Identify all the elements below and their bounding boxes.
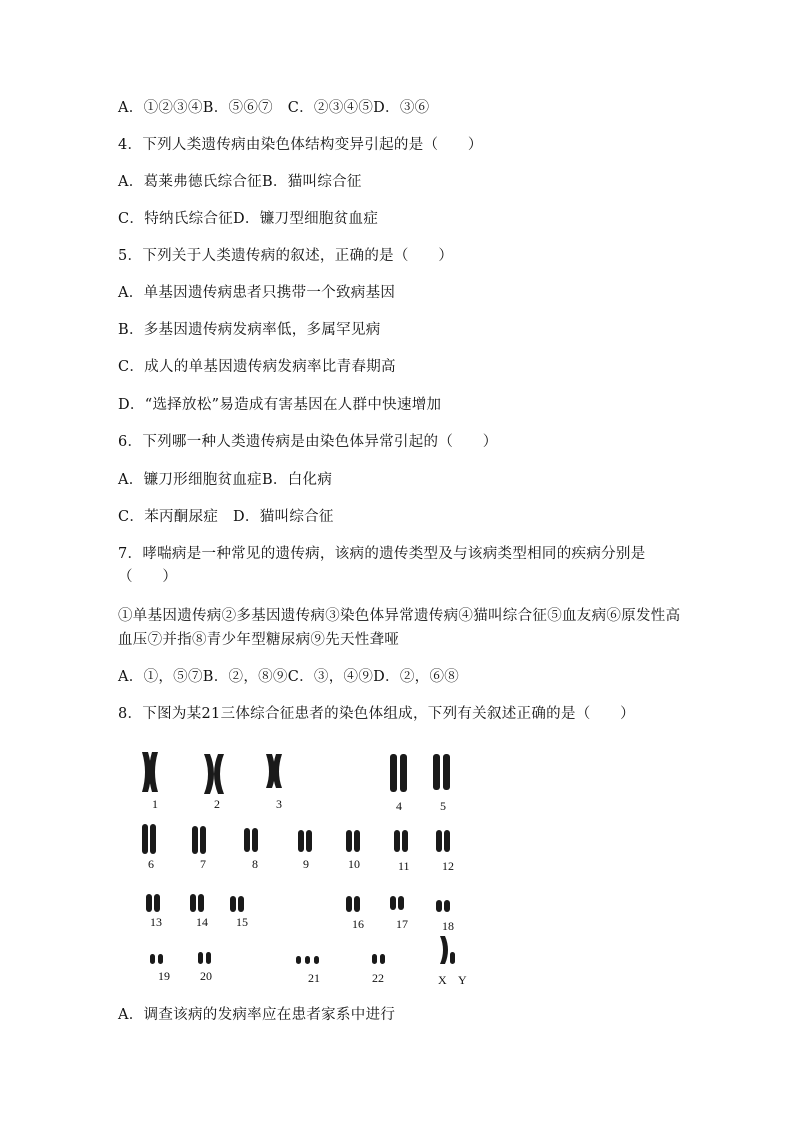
label-y: Y (458, 973, 467, 987)
chromosome-5 (433, 754, 450, 790)
chromosome-21-trisomy (296, 956, 319, 964)
chromosome-13 (146, 894, 160, 912)
q7-list-line1: ①单基因遗传病②多基因遗传病③染色体异常遗传病④猫叫综合征⑤血友病⑥原发性高 (118, 608, 681, 624)
chromosome-17 (390, 896, 404, 910)
chromosome-18 (436, 900, 450, 912)
q7-options: A．①，⑤⑦B．②，⑧⑨C．③，④⑨D．②，⑥⑧ (118, 669, 460, 685)
label-x: X (438, 973, 447, 987)
chromosome-7 (192, 826, 206, 854)
label-2: 2 (214, 797, 220, 811)
label-5: 5 (440, 799, 446, 813)
q7-stem-paren: （ ） (118, 569, 178, 585)
label-8: 8 (252, 857, 258, 871)
chromosome-16 (346, 896, 360, 912)
label-15: 15 (236, 915, 248, 929)
chromosome-22 (372, 954, 385, 964)
label-10: 10 (348, 857, 360, 871)
chromosome-x (440, 936, 448, 964)
label-1: 1 (152, 797, 158, 811)
karyotype-svg (128, 742, 478, 992)
q3-options: A．①②③④B．⑤⑥⑦ C．②③④⑤D．③⑥ (118, 100, 430, 116)
q8-option-a: A．调查该病的发病率应在患者家系中进行 (118, 1007, 396, 1023)
chromosome-10 (346, 830, 360, 852)
label-20: 20 (200, 969, 212, 983)
q4-stem: 4．下列人类遗传病由染色体结构变异引起的是（ ） (118, 137, 483, 153)
label-18: 18 (442, 919, 454, 933)
label-21: 21 (308, 971, 320, 985)
label-4: 4 (396, 799, 402, 813)
label-9: 9 (303, 857, 309, 871)
label-22: 22 (372, 971, 384, 985)
label-6: 6 (148, 857, 154, 871)
label-12: 12 (442, 859, 454, 873)
chromosome-3 (266, 754, 282, 788)
chromosome-6 (142, 824, 156, 854)
label-16: 16 (352, 917, 364, 931)
chromosome-y (450, 952, 455, 964)
q6-stem: 6．下列哪一种人类遗传病是由染色体异常引起的（ ） (118, 434, 498, 450)
chromosome-19 (150, 954, 163, 964)
q5-option-a: A．单基因遗传病患者只携带一个致病基因 (118, 285, 396, 301)
chromosome-2 (204, 754, 224, 794)
q4-options-ab: A．葛莱弗德氏综合征B．猫叫综合征 (118, 174, 362, 190)
label-13: 13 (150, 915, 162, 929)
label-19: 19 (158, 969, 170, 983)
label-17: 17 (396, 917, 408, 931)
chromosome-20 (198, 952, 211, 964)
q6-options-ab: A．镰刀形细胞贫血症B．白化病 (118, 472, 333, 488)
chromosome-14 (190, 894, 204, 912)
chromosome-8 (244, 828, 258, 852)
chromosome-4 (390, 754, 407, 792)
q4-options-cd: C．特纳氏综合征D．镰刀型细胞贫血症 (118, 211, 379, 227)
q5-option-c: C．成人的单基因遗传病发病率比青春期高 (118, 359, 396, 375)
label-7: 7 (200, 857, 206, 871)
q7-stem: 7．哮喘病是一种常见的遗传病，该病的遗传类型及与该病类型相同的疾病分别是 (118, 546, 646, 562)
q7-list-line2: 血压⑦并指⑧青少年型糖尿病⑨先天性聋哑 (118, 632, 400, 648)
q5-option-b: B．多基因遗传病发病率低，多属罕见病 (118, 322, 381, 338)
q6-options-cd: C．苯丙酮尿症 D．猫叫综合征 (118, 509, 334, 525)
q8-stem: 8．下图为某21三体综合征患者的染色体组成，下列有关叙述正确的是（ ） (118, 706, 635, 722)
chromosome-12 (436, 830, 450, 852)
label-3: 3 (276, 797, 282, 811)
chromosome-1 (142, 752, 158, 792)
q5-option-d: D．“选择放松”易造成有害基因在人群中快速增加 (118, 397, 442, 413)
chromosome-15 (230, 896, 244, 912)
karyotype-figure (128, 742, 478, 992)
label-11: 11 (398, 859, 410, 873)
label-14: 14 (196, 915, 208, 929)
chromosome-11 (394, 830, 408, 852)
q5-stem: 5．下列关于人类遗传病的叙述，正确的是（ ） (118, 248, 454, 264)
chromosome-9 (298, 830, 312, 852)
